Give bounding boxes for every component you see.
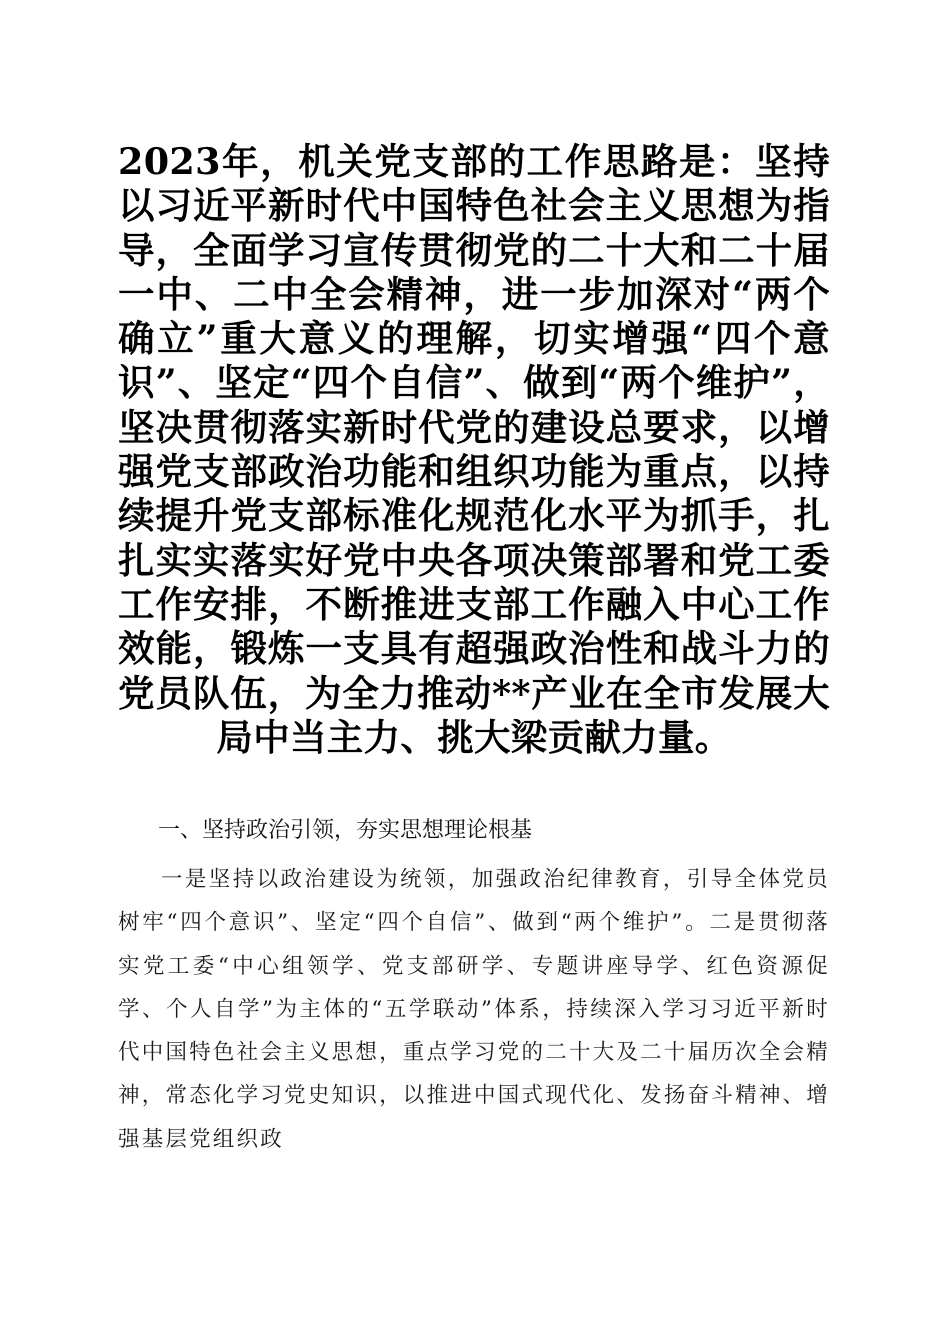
section-body-paragraph: 一是坚持以政治建设为统领，加强政治纪律教育，引导全体党员树牢“四个意识”、坚定“四个自信”、做到“两个维护”。二是贯彻落实党工委“中心组领学、党支部研学、专题讲座导学、红色资源促学、个人自学”为主体的“五学联动”体系，持续深入学习习近平新时代中国特色社会主义思想，重点学习党的二十大及二十届历次全会精神，常态化学习党史知识，以推进中国式现代化、发扬奋斗精神、增强基层党组织政 (118, 867, 830, 1152)
section-heading: 一、坚持政治引领，夯实思想理论根基 (158, 818, 533, 843)
lead-paragraph: 2023年，机关党支部的工作思路是：坚持以习近平新时代中国特色社会主义思想为指导，全面学习宣传贯彻党的二十大和二十届一中、二中全会精神，进一步加深对“两个确立”重大意义的理解，切实增强“四个意识”、坚定“四个自信”、做到“两个维护”，坚决贯彻落实新时代党的建设总要求，以增强党支部政治功能和组织功能为重点，以持续提升党支部标准化规范化水平为抓手，扎扎实实落实好党中央各项决策部署和党工委工作安排，不断推进支部工作融入中心工作效能，锻炼一支具有超强政治性和战斗力的党员队伍，为全力推动**产业在全市发展大局中当主力、挑大梁贡献力量。 (118, 140, 830, 759)
